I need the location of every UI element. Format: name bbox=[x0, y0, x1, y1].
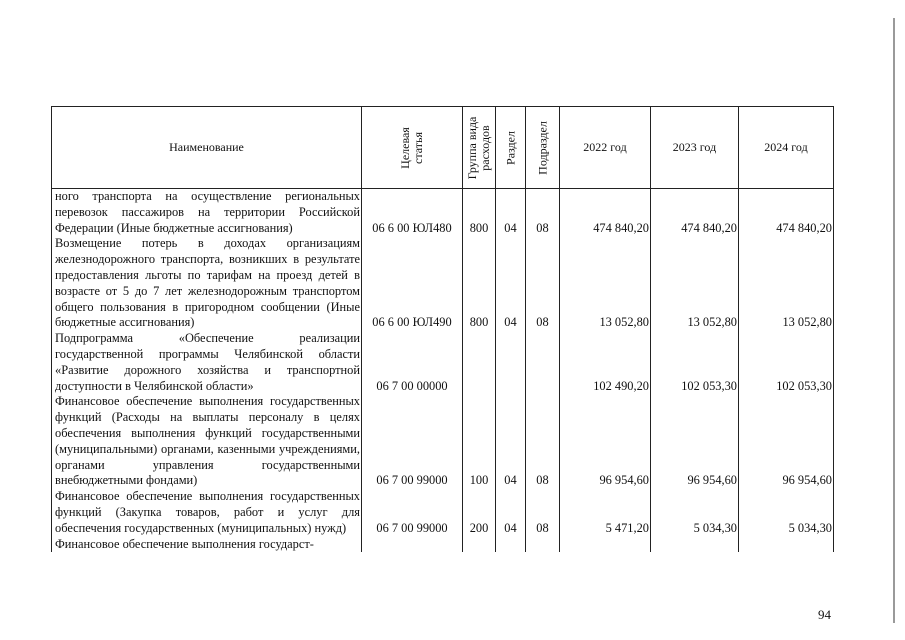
row-2023: 474 840,20 bbox=[651, 189, 739, 237]
row-section: 04 bbox=[496, 189, 526, 237]
row-group: 800 bbox=[463, 189, 496, 237]
row-subsection bbox=[526, 537, 560, 553]
table-row bbox=[52, 489, 834, 536]
row-name: Подпрограмма «Обеспечение реализации государственной программы Челябинской области «Развитие дорожного хозяйства и транспортной доступности в Челябинской области» bbox=[52, 331, 362, 394]
row-name: Финансовое обеспечение выполнения государственных функций (Закупка товаров, работ и услуг для обеспечения государственных (муниципальных) нужд) bbox=[52, 489, 362, 536]
row-article: 06 6 00 ЮЛ480 bbox=[362, 189, 463, 237]
header-2022: 2022 год bbox=[560, 107, 651, 189]
header-expense-group-text: Группа вида расходов bbox=[465, 116, 492, 179]
row-2024: 13 052,80 bbox=[739, 236, 834, 331]
page-number: 94 bbox=[818, 607, 831, 622]
row-2022: 96 954,60 bbox=[560, 394, 651, 489]
row-section bbox=[496, 331, 526, 394]
row-2024: 102 053,30 bbox=[739, 331, 834, 394]
row-2023: 102 053,30 bbox=[651, 331, 739, 394]
row-section bbox=[496, 537, 526, 553]
row-2023: 5 034,30 bbox=[651, 489, 739, 536]
header-target-article bbox=[362, 107, 463, 189]
row-subsection bbox=[526, 331, 560, 394]
row-group: 100 bbox=[463, 394, 496, 489]
row-article: 06 7 00 00000 bbox=[362, 331, 463, 394]
row-2022: 5 471,20 bbox=[560, 489, 651, 536]
row-2022: 474 840,20 bbox=[560, 189, 651, 237]
header-section-text: Раздел bbox=[503, 130, 517, 165]
row-name: Финансовое обеспечение выполнения государственных функций (Расходы на выплаты персоналу в целях обеспечения выполнения функций государственными (муниципальными) органами, казенными учреждениями, органами управления государственными внебюджетными фондами) bbox=[52, 394, 362, 489]
row-group bbox=[463, 331, 496, 394]
row-article: 06 7 00 99000 bbox=[362, 394, 463, 489]
row-name: ного транспорта на осуществление региональных перевозок пассажиров на территории Российской Федерации (Иные бюджетные ассигнования) bbox=[52, 189, 362, 237]
row-subsection: 08 bbox=[526, 189, 560, 237]
row-article: 06 6 00 ЮЛ490 bbox=[362, 236, 463, 331]
page-edge-line bbox=[893, 18, 895, 623]
header-subsection bbox=[526, 107, 560, 189]
row-2022: 102 490,20 bbox=[560, 331, 651, 394]
header-section bbox=[496, 107, 526, 189]
header-subsection-text: Подраздел bbox=[535, 120, 549, 175]
row-subsection: 08 bbox=[526, 236, 560, 331]
row-2023: 13 052,80 bbox=[651, 236, 739, 331]
header-expense-group bbox=[463, 107, 496, 189]
header-name: Наименование bbox=[52, 107, 362, 189]
row-subsection: 08 bbox=[526, 394, 560, 489]
row-2023: 96 954,60 bbox=[651, 394, 739, 489]
row-section: 04 bbox=[496, 394, 526, 489]
table-row bbox=[52, 394, 834, 489]
budget-table bbox=[51, 106, 834, 552]
row-2024: 474 840,20 bbox=[739, 189, 834, 237]
row-2022: 13 052,80 bbox=[560, 236, 651, 331]
row-2024: 96 954,60 bbox=[739, 394, 834, 489]
row-group: 200 bbox=[463, 489, 496, 536]
row-2023 bbox=[651, 537, 739, 553]
row-2022 bbox=[560, 537, 651, 553]
header-2024: 2024 год bbox=[739, 107, 834, 189]
row-group bbox=[463, 537, 496, 553]
header-target-article-text: Целевая статья bbox=[398, 126, 425, 169]
row-group: 800 bbox=[463, 236, 496, 331]
row-section: 04 bbox=[496, 489, 526, 536]
table-row bbox=[52, 236, 834, 331]
row-subsection: 08 bbox=[526, 489, 560, 536]
row-section: 04 bbox=[496, 236, 526, 331]
header-2023: 2023 год bbox=[651, 107, 739, 189]
row-article bbox=[362, 537, 463, 553]
row-2024 bbox=[739, 537, 834, 553]
row-name: Финансовое обеспечение выполнения государст- bbox=[52, 537, 362, 553]
table-row bbox=[52, 537, 834, 553]
row-name: Возмещение потерь в доходах организациям железнодорожного транспорта, возникших в результате предоставления льготы по тарифам на проезд детей в возрасте от 5 до 7 лет железнодорожным транспортом общего пользования в пригородном сообщении (Иные бюджетные ассигнования) bbox=[52, 236, 362, 331]
row-article: 06 7 00 99000 bbox=[362, 489, 463, 536]
table-row bbox=[52, 331, 834, 394]
row-2024: 5 034,30 bbox=[739, 489, 834, 536]
header-row bbox=[52, 107, 834, 189]
table-row bbox=[52, 189, 834, 237]
